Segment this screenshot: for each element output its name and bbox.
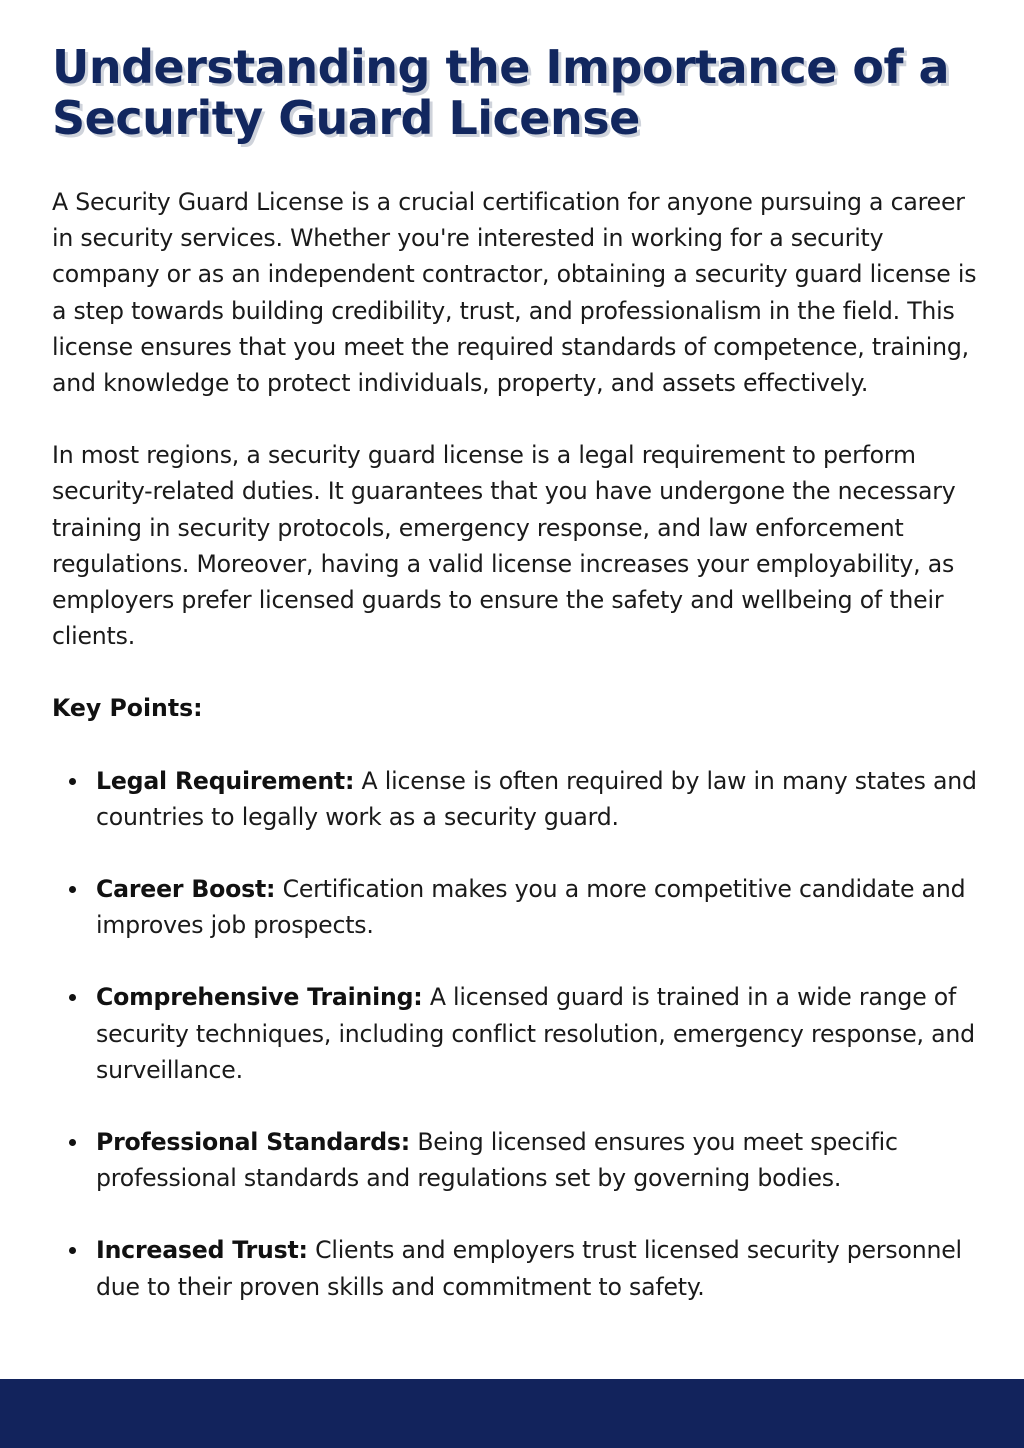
key-points-list [52, 763, 982, 1305]
bullet-icon [69, 778, 76, 785]
key-point-label: Increased Trust: [96, 1236, 308, 1265]
bullet-icon [69, 1247, 76, 1254]
key-point-text: A licensed guard is trained in a wide range of security techniques, including conflict resolution, emergency response, and surveillance. [96, 983, 975, 1084]
key-point-label: Comprehensive Training: [96, 983, 423, 1012]
key-points-heading: Key Points: [52, 694, 203, 723]
list-item [52, 1124, 982, 1196]
bullet-icon [69, 886, 76, 893]
key-point-text: Clients and employers trust licensed security personnel due to their proven skills and commitment to safety. [96, 1236, 962, 1301]
key-point-text: A license is often required by law in many states and countries to legally work as a security guard. [96, 766, 977, 831]
list-item [52, 763, 982, 835]
key-point-label: Legal Requirement: [96, 766, 355, 795]
list-item [52, 1232, 982, 1304]
bullet-icon [69, 1139, 76, 1146]
key-point-text: Certification makes you a more competitive candidate and improves job prospects. [96, 875, 966, 940]
bullet-icon [69, 994, 76, 1001]
list-item [52, 979, 982, 1088]
list-item [52, 871, 982, 943]
footer-band [0, 1379, 1024, 1448]
page-title: Understanding the Importance of a Security Guard License [52, 40, 950, 145]
document-body [52, 42, 982, 1305]
intro-paragraph: A Security Guard License is a crucial certification for anyone pursuing a career in security services. Whether you're interested in working for a security company or as an independent contractor, obtaining a security guard license is a step towards building credibility, trust, and professionalism in the field. This license ensures that you meet the required standards of competence, training, and knowledge to protect individuals, property, and assets effectively. [52, 188, 977, 398]
key-point-label: Career Boost: [96, 875, 276, 904]
key-point-label: Professional Standards: [96, 1128, 411, 1157]
legal-paragraph: In most regions, a security guard license is a legal requirement to perform security-related duties. It guarantees that you have undergone the necessary training in security protocols, emergency response, and law enforcement regulations. Moreover, having a valid license increases your employability, as employers prefer licensed guards to ensure the safety and wellbeing of their clients. [52, 441, 956, 651]
key-point-text: Being licensed ensures you meet specific professional standards and regulations set by governing bodies. [96, 1128, 898, 1193]
